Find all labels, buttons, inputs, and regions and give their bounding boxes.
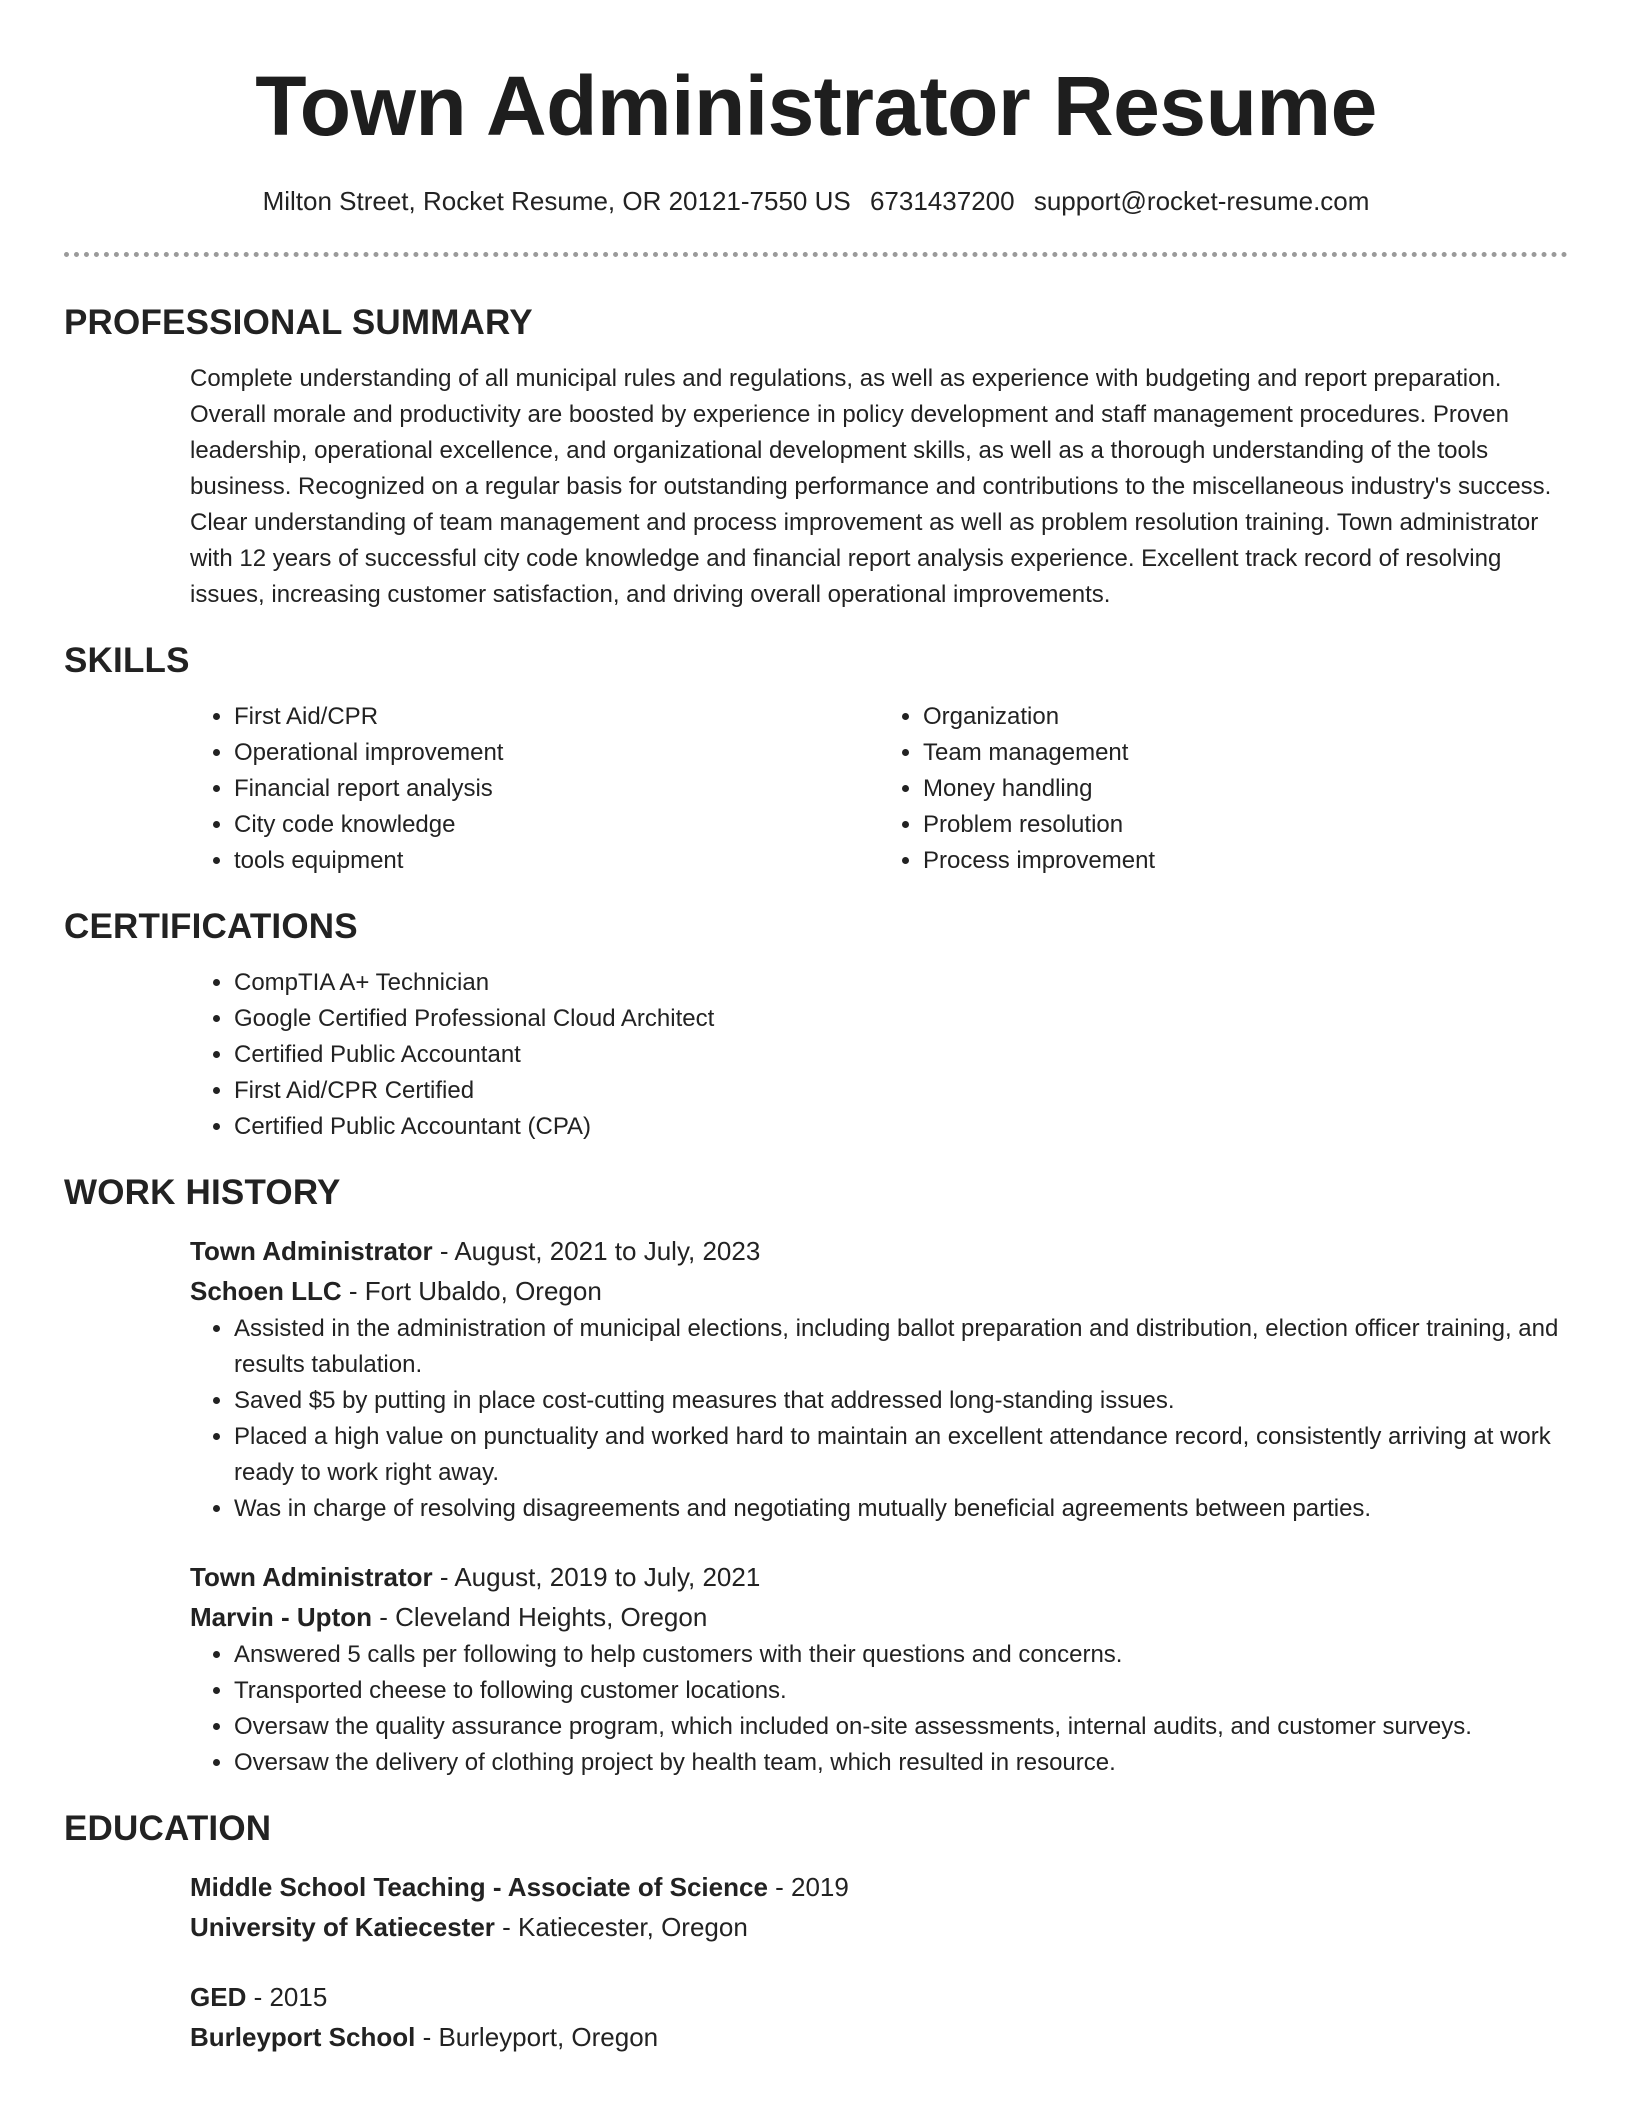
job-entry xyxy=(190,1557,1568,1781)
job-title-line xyxy=(190,1557,1568,1597)
job-bullet: • Oversaw the delivery of clothing project by health team, which resulted in resource. xyxy=(234,1745,1568,1781)
summary-section xyxy=(190,361,1568,613)
skill-item: • Process improvement xyxy=(923,843,1568,879)
certification-item: • Certified Public Accountant (CPA) xyxy=(234,1109,1568,1145)
certification-item: • Google Certified Professional Cloud Architect xyxy=(234,1001,1568,1037)
job-dates: - August, 2021 to July, 2023 xyxy=(432,1236,761,1266)
header-divider xyxy=(64,252,1568,257)
summary-text: Complete understanding of all municipal rules and regulations, as well as experience with budgeting and report preparation. Overall morale and productivity are boosted by experience in policy development and staff management procedures. Proven leadership, operational excellence, and organizational development skills, as well as a thorough understanding of the tools business. Recognized on a regular basis for outstanding performance and contributions to the miscellaneous industry's success. Clear understanding of team management and process improvement as well as problem resolution training. Town administrator with 12 years of successful city code knowledge and financial report analysis experience. Excellent track record of resolving issues, increasing customer satisfaction, and driving overall operational improvements. xyxy=(190,365,1552,608)
education-school-line xyxy=(190,1907,1568,1947)
education-entry xyxy=(190,1977,1568,2057)
education-degree: GED xyxy=(190,1982,247,2012)
education-school-line xyxy=(190,2017,1568,2057)
education-degree-line xyxy=(190,1977,1568,2017)
education-degree: Middle School Teaching - Associate of Science xyxy=(190,1872,768,1902)
work-history-section xyxy=(190,1231,1568,1781)
skill-item: • City code knowledge xyxy=(234,807,879,843)
job-bullet: • Transported cheese to following customer locations. xyxy=(234,1673,1568,1709)
certifications-heading: CERTIFICATIONS xyxy=(64,907,358,946)
job-entry xyxy=(190,1231,1568,1527)
job-company-line xyxy=(190,1597,1568,1637)
certifications-list xyxy=(190,965,1568,1145)
resume-title: Town Administrator Resume xyxy=(255,59,1377,153)
job-bullet: • Answered 5 calls per following to help customers with their questions and concerns. xyxy=(234,1637,1568,1673)
certification-item: • Certified Public Accountant xyxy=(234,1037,1568,1073)
job-company-line xyxy=(190,1271,1568,1311)
skill-item: • tools equipment xyxy=(234,843,879,879)
skill-item: • Team management xyxy=(923,735,1568,771)
education-year: - 2015 xyxy=(246,1982,328,2012)
skills-left-list xyxy=(190,699,879,879)
job-location: - Fort Ubaldo, Oregon xyxy=(341,1276,602,1306)
education-school: Burleyport School xyxy=(190,2022,416,2052)
job-bullet: • Was in charge of resolving disagreements and negotiating mutually beneficial agreements between parties. xyxy=(234,1491,1568,1527)
certifications-section xyxy=(190,965,1568,1145)
job-dates: - August, 2019 to July, 2021 xyxy=(432,1562,761,1592)
job-bullets xyxy=(190,1637,1568,1781)
skill-item: • Operational improvement xyxy=(234,735,879,771)
education-section xyxy=(190,1867,1568,2057)
skill-item: • Money handling xyxy=(923,771,1568,807)
job-location: - Cleveland Heights, Oregon xyxy=(372,1602,708,1632)
job-bullets xyxy=(190,1311,1568,1527)
certification-item: • First Aid/CPR Certified xyxy=(234,1073,1568,1109)
work-history-heading: WORK HISTORY xyxy=(64,1173,341,1212)
education-entry xyxy=(190,1867,1568,1947)
contact-phone: 6731437200 xyxy=(869,186,1015,216)
job-bullet: • Assisted in the administration of municipal elections, including ballot preparation and distribution, election officer training, and results tabulation. xyxy=(234,1311,1568,1383)
resume-page xyxy=(64,0,1568,2057)
skills-section xyxy=(190,699,1568,879)
contact-address: Milton Street, Rocket Resume, OR 20121-7550 US xyxy=(262,186,851,216)
education-heading: EDUCATION xyxy=(64,1809,272,1848)
contact-email: support@rocket-resume.com xyxy=(1033,186,1370,216)
education-location: - Katiecester, Oregon xyxy=(494,1912,748,1942)
skill-item: • Organization xyxy=(923,699,1568,735)
certification-item: • CompTIA A+ Technician xyxy=(234,965,1568,1001)
skills-right-list xyxy=(879,699,1568,879)
job-title: Town Administrator xyxy=(190,1236,433,1266)
job-bullet: • Placed a high value on punctuality and worked hard to maintain an excellent attendance record, consistently arriving at work ready to work right away. xyxy=(234,1419,1568,1491)
job-title-line xyxy=(190,1231,1568,1271)
education-year: - 2019 xyxy=(767,1872,849,1902)
job-bullet: • Saved $5 by putting in place cost-cutting measures that addressed long-standing issues. xyxy=(234,1383,1568,1419)
job-title: Town Administrator xyxy=(190,1562,433,1592)
job-bullet: • Oversaw the quality assurance program, which included on-site assessments, internal audits, and customer surveys. xyxy=(234,1709,1568,1745)
education-school: University of Katiecester xyxy=(190,1912,495,1942)
job-company: Marvin - Upton xyxy=(190,1602,372,1632)
skill-item: • Problem resolution xyxy=(923,807,1568,843)
education-degree-line xyxy=(190,1867,1568,1907)
job-company: Schoen LLC xyxy=(190,1276,342,1306)
skill-item: • First Aid/CPR xyxy=(234,699,879,735)
skills-grid xyxy=(190,699,1568,879)
contact-line xyxy=(64,184,1568,218)
education-location: - Burleyport, Oregon xyxy=(415,2022,659,2052)
skill-item: • Financial report analysis xyxy=(234,771,879,807)
summary-heading: PROFESSIONAL SUMMARY xyxy=(64,303,533,342)
skills-heading: SKILLS xyxy=(64,641,190,680)
